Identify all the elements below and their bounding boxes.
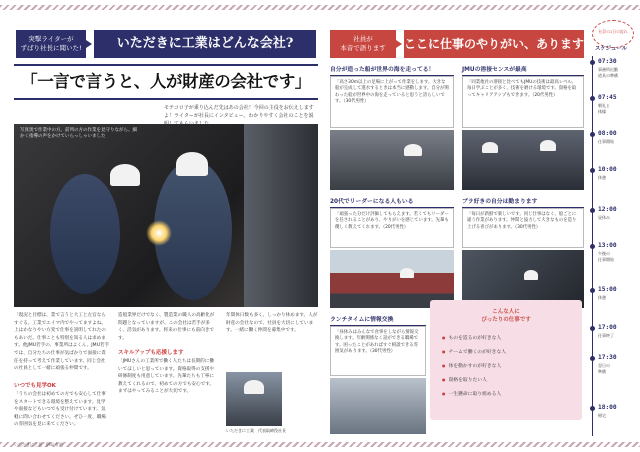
schedule-dot: [590, 96, 595, 101]
schedule-time: 07:45: [598, 94, 617, 101]
section-photo-1-helmet: [404, 144, 422, 156]
section-title-1: 自分が造った船が世界の海を走ってる！: [330, 66, 454, 76]
section-text-3: 「頑張った分だけ評価してもらえます。若くてもリーダーを任されることがあり、やりがいを感じています。先輩も優しく教えてくれます。（20代男性）: [330, 208, 454, 248]
section-text-1: 「高さ30m以上の足場に上がって作業をします。大きな船が完成して進水するときは本当に感動します。自分が関わった船が世界中の海を走っていると思うと誇らしいです。（30代男性）: [330, 76, 454, 128]
article-col-2b: 「JMUさんの工業所で働く人たちは長期的に働いてほしいと思っています。資格取得の支援や研修制度も用意しています。先輩たちも丁寧に教えてくれるので、初めての方でも安心です。まずはやってみることが大切です。: [118, 359, 215, 395]
article-col-1: 「現況と目標は、業で言うと大工と左官ならすぐる。工業でエイマ内でやってますよね。上はかなりやい方変で仕事を説明してれたのもあいだ。仕事ことも特別を知る人は求めます。他JMU若手の、事業所はよくん。JMU若手では、自分たちの仕事が気ばかりで面接に責任を持って考えて作業しています。同じ会社の社員として一緒に頑張る仲間です。: [14, 313, 110, 372]
suitable-item: ● チームで働くのが好きな人: [442, 348, 506, 355]
section-photo-2: [462, 130, 584, 190]
schedule-desc: 事務所出勤 道具の準備: [598, 67, 618, 78]
worker-left: [50, 174, 120, 294]
suitable-title: こんな人に ぴったりの仕事です: [481, 309, 531, 323]
section-photo-1: [330, 130, 454, 190]
schedule-dot: [590, 244, 595, 249]
schedule-time: 12:00: [598, 206, 617, 213]
section-title-5: ランチタイムに情報交換: [330, 316, 426, 326]
schedule-dot: [590, 406, 595, 411]
schedule-desc: 午後の 仕事開始: [598, 251, 614, 262]
schedule-time: 08:00: [598, 130, 617, 137]
schedule-time: 15:00: [598, 286, 617, 293]
schedule-dot: [590, 356, 595, 361]
schedule-time: 17:30: [598, 354, 617, 361]
schedule-column: [588, 20, 634, 438]
suitable-item: ● 一生懸命に取り組める人: [442, 390, 501, 397]
schedule-time: 18:00: [598, 404, 617, 411]
left-page: [14, 16, 318, 447]
section-title-3: 20代でリーダーになる人もいる: [330, 198, 454, 208]
helmet-right: [176, 152, 208, 176]
president-photo: [226, 372, 282, 426]
welding-spark: [146, 220, 172, 246]
section-photo-3-helmet: [400, 268, 414, 278]
schedule-desc: 朝礼と 体操: [598, 103, 610, 114]
schedule-time: 07:30: [598, 58, 617, 65]
top-stripe: [0, 5, 640, 10]
section-photo-5: [330, 378, 426, 434]
main-photo: [14, 124, 318, 307]
steel-beam: [244, 124, 318, 307]
schedule-title: スケジュール: [594, 46, 628, 52]
schedule-desc: 翌日の 準備: [598, 363, 610, 374]
schedule-desc: 帰宅: [598, 413, 606, 418]
schedule-time: 17:00: [598, 324, 617, 331]
section-text-4: 「毎日が新鮮で楽しいです。同じ仕事はなく、船ごとに違う作業があります。仲間と協力して大きなものを造り上げる喜びがあります。（30代男性）: [462, 208, 584, 248]
right-heading: ここに仕事のやりがい、あります: [404, 30, 584, 58]
schedule-dot: [590, 132, 595, 137]
section-photo-2-helmet-a: [482, 142, 498, 153]
schedule-desc: 仕事開始: [598, 139, 614, 144]
left-folio: いただきに工業 JMU 有明: [14, 442, 63, 447]
schedule-time: 13:00: [598, 242, 617, 249]
president-caption: いただきに工業 代表取締役社長: [226, 428, 286, 433]
schedule-dot: [590, 208, 595, 213]
subhead-visit: いつでも見学OK: [14, 383, 56, 389]
left-heading: いただきに工業はどんな会社?: [94, 30, 316, 58]
suitable-box: [430, 300, 582, 420]
section-text-2: 「同業他社の溶接と比べてもJMUの技術は最高レベル。毎日学ぶことが多く、技術を磨ける環境です。資格を取ってキャリアアップもできます。（20代男性）: [462, 76, 584, 128]
section-photo-4-helmet: [524, 270, 538, 280]
subhead-skill: スキルアップも応援します: [118, 350, 184, 356]
catch-copy: 「一言で言うと、人が財産の会社です」: [14, 64, 318, 100]
main-photo-caption: 写真奥で作業中の方。前列の方の作業を見守りながら、細かく指導の声をかけていらっしゃいました: [20, 128, 137, 139]
suitable-item: ● ものを造るのが好きな人: [442, 334, 501, 341]
president-helmet: [244, 380, 264, 394]
interview-tag: 突撃ライターが ずばり社長に聞いた!: [16, 30, 86, 58]
schedule-dot: [590, 168, 595, 173]
schedule-dot: [590, 60, 595, 65]
schedule-dot: [590, 288, 595, 293]
bottom-stripe: [0, 442, 640, 447]
article-col-3: 年間休日数も多く、しっかり休めます。人が財産の会社なので、社員を大切にしています。一緒に働く仲間を募集中です。: [226, 313, 318, 334]
section-title-2: JMUの溶接センスが最高: [462, 66, 584, 76]
article-col-1b: 「うちの会社は初めての方でも安心して仕事をスタートできる環境を整えています。見学や面接などもいつでも受け付けています。気軽に問い合わせてください。ぜひ一度、職場の雰囲気を見に来てください。: [14, 392, 106, 428]
lead-text: モテコロ子が乗り込んだ先はあの会社！今回の主役をお伝えしますよ！ライターが社長にインタビュー。わかりやすく会社のことを説: [164, 105, 314, 119]
schedule-desc: 休憩: [598, 175, 606, 180]
schedule-dot: [590, 326, 595, 331]
schedule-desc: 休憩: [598, 295, 606, 300]
suitable-item: ● 体を動かすのが好きな人: [442, 362, 501, 369]
helmet-left: [110, 164, 140, 186]
schedule-time: 10:00: [598, 166, 617, 173]
schedule-desc: 仕事終了: [598, 333, 614, 338]
article-col-2: 造船業界だけでなく、製造業の職人の高齢化が問題となっていますが、この会社は若手が多く、活気があります。将来の仕事にも前向きです。: [118, 313, 215, 341]
schedule-desc: 昼休み: [598, 215, 610, 220]
voice-tag: 社員が 本音で語ります: [330, 30, 396, 58]
suitable-item: ● 資格を取りたい人: [442, 376, 487, 383]
section-photo-2-helmet-b: [540, 140, 556, 151]
section-title-4: ブラ好きの自分は勤まります: [462, 198, 584, 208]
section-text-5: 「昼休みはみんなで食事をしながら情報交換します。年齢関係なく話ができる職場です。困ったことがあればすぐ相談できる雰囲気があります。（30代男性）: [330, 326, 426, 376]
schedule-badge: 社員の1日の流れ: [592, 20, 634, 48]
